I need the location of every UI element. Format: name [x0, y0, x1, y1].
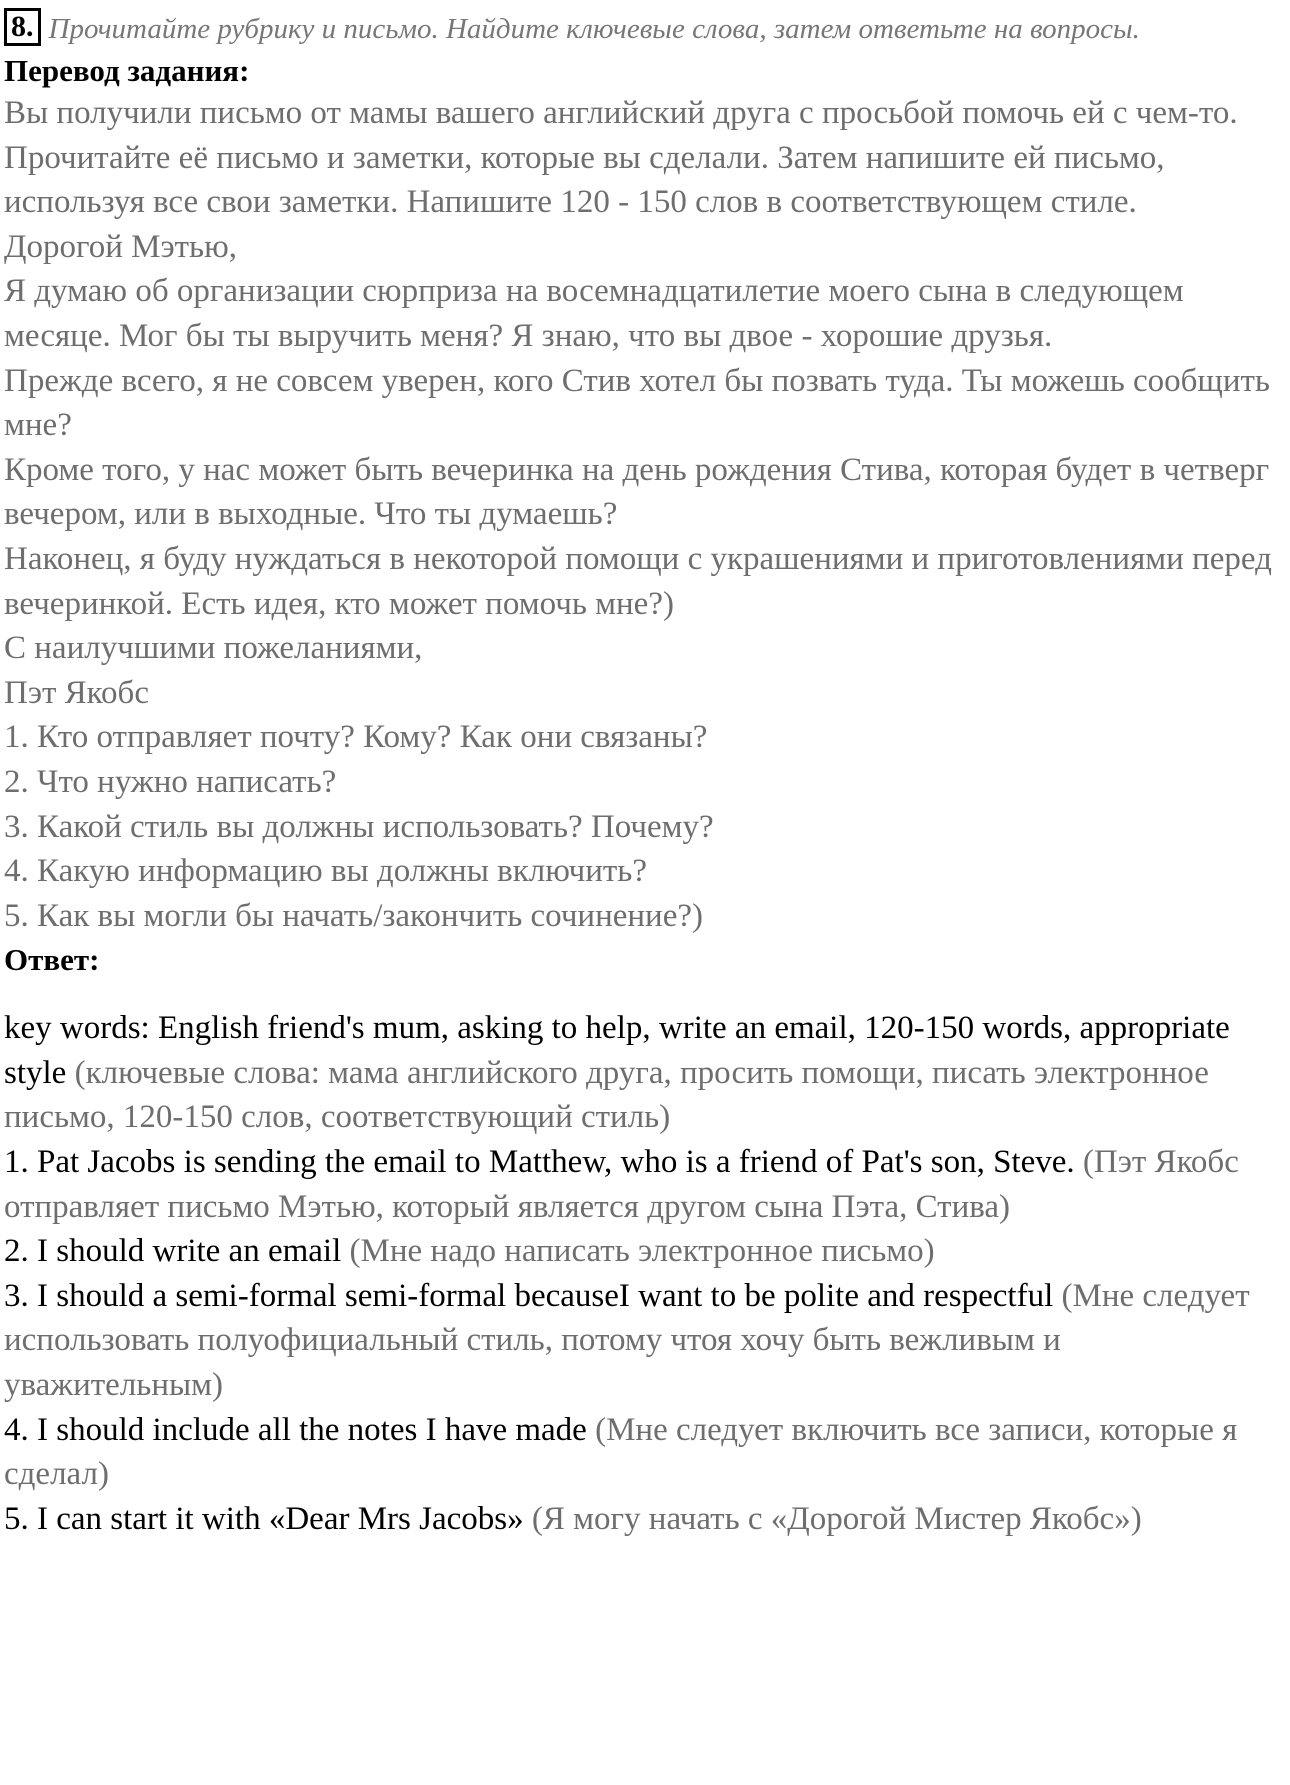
translation-text	[4, 91, 1286, 715]
question-item: 1. Кто отправляет почту? Кому? Как они связаны?	[4, 719, 708, 756]
translation-paragraph: Вы получили письмо от мамы вашего английский друга с просьбой помочь ей с чем-то. Прочитайте её письмо и заметки, которые вы сделали. Затем напишите ей письмо, используя все свои заметки. Напишите 120 - 150 слов в соответствующем стиле.	[4, 95, 1238, 221]
answer-english: 5. I can start it with «Dear Mrs Jacobs»	[4, 1500, 524, 1537]
task-instruction-line	[4, 8, 1286, 49]
answer-item	[4, 1274, 1286, 1408]
letter-paragraph: Кроме того, у нас может быть вечеринка на день рождения Стива, которая будет в четверг вечером, или в выходные. Что ты думаешь?	[4, 451, 1270, 533]
answer-russian: (Мне следует использовать полуофициальный стиль, потому чтоя хочу быть вежливым и уважительным)	[4, 1277, 1250, 1404]
letter-greeting: Дорогой Мэтью,	[4, 228, 238, 265]
answer-item	[4, 1229, 1286, 1274]
question-item: 4. Какую информацию вы должны включить?	[4, 853, 647, 890]
document-page	[4, 0, 1286, 1541]
answer-english: 3. I should a semi-formal semi-formal becauseI want to be polite and respectful	[4, 1277, 1054, 1314]
answer-russian: (Мне следует включить все записи, которые я сделал)	[4, 1411, 1238, 1493]
spacer	[4, 980, 1286, 1006]
answer-item	[4, 1140, 1286, 1229]
letter-signature: Пэт Якобс	[4, 674, 149, 711]
translation-heading: Перевод задания:	[4, 53, 250, 88]
answer-heading: Ответ:	[4, 942, 100, 978]
letter-closing: С наилучшими пожеланиями,	[4, 630, 423, 667]
question-item: 5. Как вы могли бы начать/закончить сочинение?)	[4, 897, 703, 934]
answer-item	[4, 1408, 1286, 1497]
letter-paragraph: Наконец, я буду нуждаться в некоторой помощи с украшениями и приготовлениями перед вечеринкой. Есть идея, кто может помочь мне?)	[4, 540, 1272, 622]
task-number-badge: 8.	[4, 8, 41, 46]
answer-russian: (Пэт Якобс отправляет письмо Мэтью, который является другом сына Пэта, Стива)	[4, 1144, 1239, 1225]
answer-english: key words: English friend's mum, asking to help, write an email, 120-150 words, appropriate style	[4, 1010, 1230, 1091]
letter-paragraph: Прежде всего, я не совсем уверен, кого Стив хотел бы позвать туда. Ты можешь сообщить мне?	[4, 362, 1270, 444]
task-instruction: Прочитайте рубрику и письмо. Найдите ключевые слова, затем ответьте на вопросы.	[48, 13, 1140, 45]
question-item: 2. Что нужно написать?	[4, 763, 337, 800]
answer-item	[4, 1497, 1286, 1542]
answer-russian: (ключевые слова: мама английского друга, просить помощи, писать электронное письмо, 120-150 слов, соответствующий стиль)	[4, 1054, 1209, 1136]
answer-english: 2. I should write an email	[4, 1233, 342, 1270]
answer-russian: (Я могу начать с «Дорогой Мистер Якобс»)	[531, 1500, 1142, 1537]
letter-paragraph: Я думаю об организации сюрприза на восемнадцатилетие моего сына в следующем месяце. Мог бы ты выручить меня? Я знаю, что вы двое - хорошие друзья.	[4, 273, 1184, 354]
questions-list	[4, 715, 1286, 938]
answer-russian: (Мне надо написать электронное письмо)	[349, 1233, 935, 1270]
answer-english: 1. Pat Jacobs is sending the email to Matthew, who is a friend of Pat's son, Steve.	[4, 1144, 1075, 1181]
question-item: 3. Какой стиль вы должны использовать? Почему?	[4, 808, 714, 845]
answers-list	[4, 1006, 1286, 1541]
answer-english: 4. I should include all the notes I have made	[4, 1411, 587, 1448]
answer-item	[4, 1006, 1286, 1140]
